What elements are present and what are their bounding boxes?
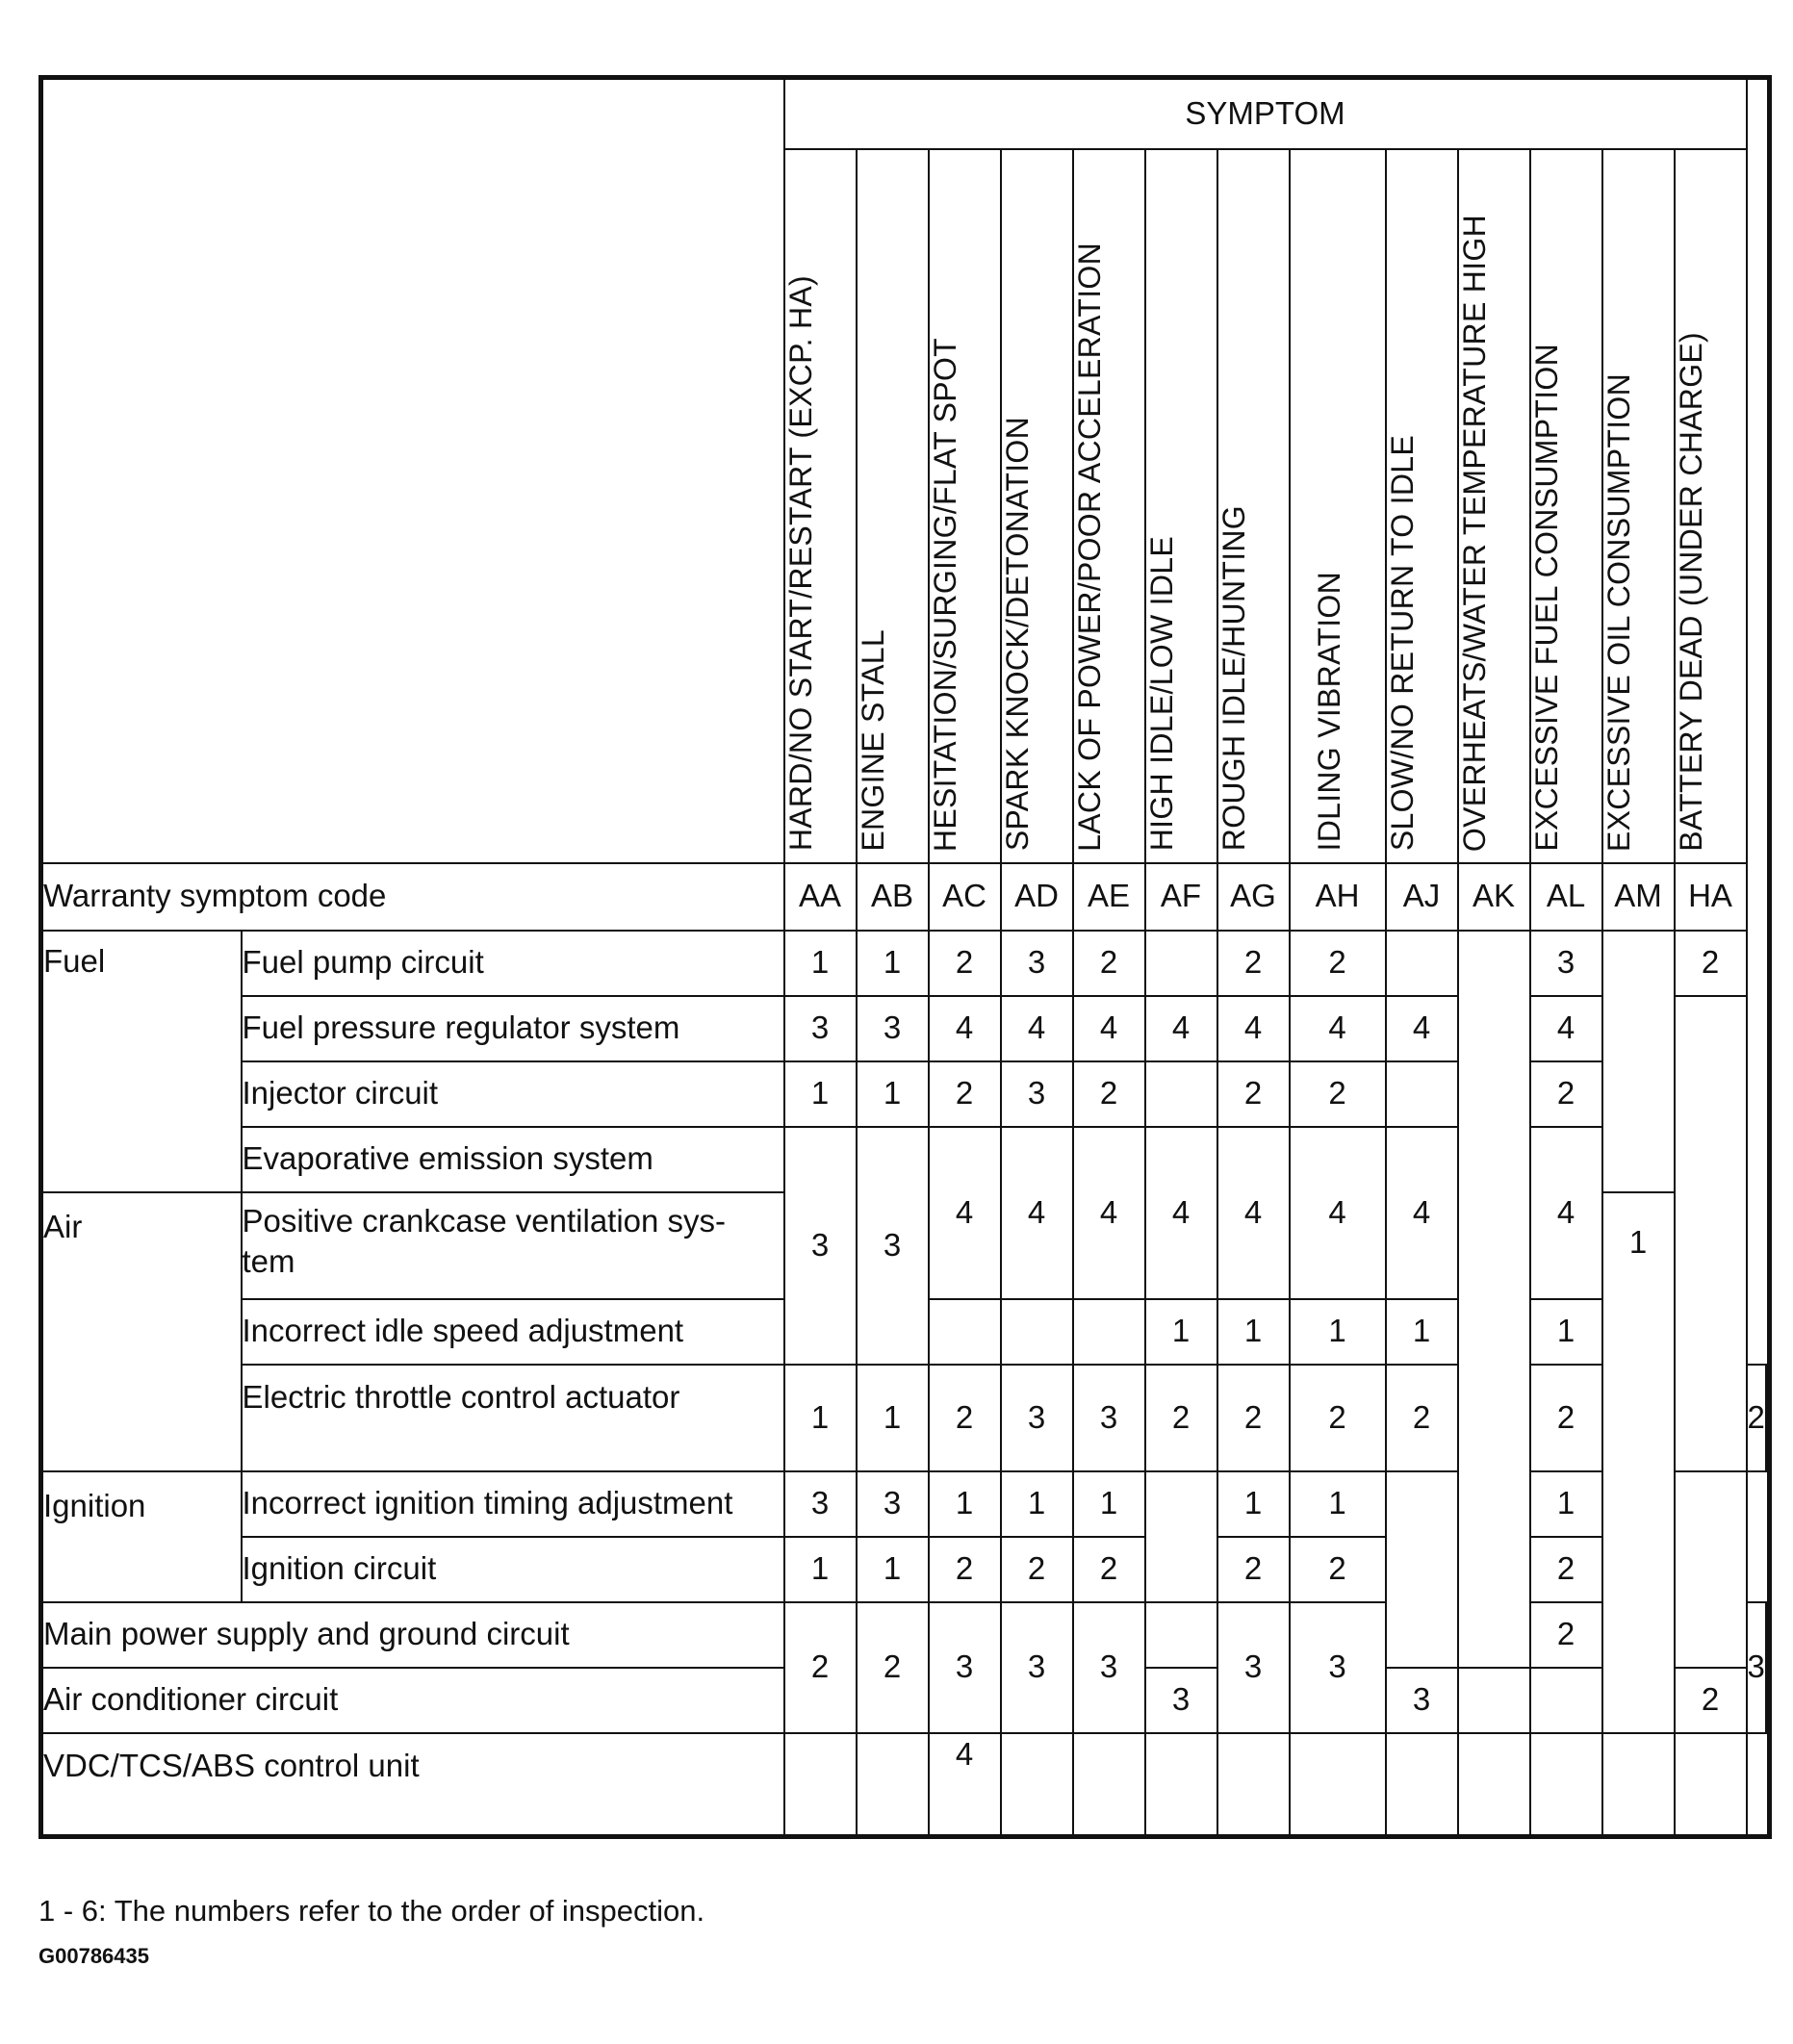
cell-value: 1 — [784, 931, 857, 996]
symptom-code: AK — [1458, 863, 1530, 931]
cell-value: 3 — [784, 996, 857, 1061]
cell-value: 4 — [1145, 996, 1217, 1061]
cell-value: 3 — [1530, 931, 1602, 996]
item-label: Evaporative emission system — [242, 1127, 784, 1192]
cell-value: 3 — [857, 1127, 929, 1365]
cell-value — [1602, 931, 1675, 1192]
cell-value — [1386, 1733, 1458, 1837]
symptom-label: HARD/NO START/RESTART (EXCP. HA) — [782, 275, 818, 852]
item-label: Fuel pressure regulator system — [242, 996, 784, 1061]
group-label-fuel: Fuel — [41, 931, 242, 1192]
symptom-header — [784, 149, 857, 863]
cell-value: 1 — [784, 1365, 857, 1471]
cell-value: 4 — [1217, 1127, 1290, 1299]
cell-value: 3 — [1386, 1668, 1458, 1733]
cell-value — [1290, 1733, 1386, 1837]
symptom-header — [1530, 149, 1602, 863]
cell-value: 3 — [1217, 1602, 1290, 1733]
cell-value: 2 — [1290, 1365, 1386, 1471]
cell-value: 1 — [1530, 1471, 1602, 1537]
cell-value: 2 — [1290, 1061, 1386, 1127]
cell-value: 4 — [1217, 996, 1290, 1061]
cell-value: 3 — [1001, 1365, 1073, 1471]
symptom-label: IDLING VIBRATION — [1311, 572, 1346, 852]
symptom-label: HESITATION/SURGING/FLAT SPOT — [927, 337, 962, 852]
cell-value — [1530, 1733, 1602, 1837]
item-label: Electric throttle control actuator — [242, 1365, 784, 1471]
cell-value: 1 — [1217, 1299, 1290, 1365]
symptom-label: EXCESSIVE FUEL CONSUMPTION — [1528, 344, 1564, 852]
cell-value — [1675, 996, 1747, 1471]
cell-value — [1602, 1733, 1675, 1837]
cell-value: 2 — [1747, 1365, 1766, 1471]
table-row — [41, 931, 1770, 996]
cell-value: 2 — [1217, 931, 1290, 996]
cell-value — [1145, 1061, 1217, 1127]
symptom-header — [1602, 149, 1675, 863]
cell-value: 1 — [1386, 1299, 1458, 1365]
item-label: Incorrect idle speed adjustment — [242, 1299, 784, 1365]
cell-value: 1 — [1290, 1471, 1386, 1537]
cell-value: 2 — [929, 931, 1001, 996]
symptom-label: LACK OF POWER/POOR ACCELERATION — [1071, 242, 1107, 852]
cell-value: 2 — [929, 1537, 1001, 1602]
symptom-label: SPARK KNOCK/DETONATION — [999, 417, 1035, 852]
cell-value: 4 — [1290, 1127, 1386, 1299]
cell-value — [1386, 1471, 1458, 1668]
cell-value: 1 — [1602, 1192, 1675, 1733]
item-label-line: Positive crankcase ventilation sys- — [242, 1202, 727, 1239]
cell-value: 3 — [1001, 931, 1073, 996]
symptom-header — [1458, 149, 1530, 863]
cell-value — [784, 1733, 857, 1837]
cell-value: 1 — [1145, 1299, 1217, 1365]
cell-value: 2 — [1386, 1365, 1458, 1471]
symptom-label: SLOW/NO RETURN TO IDLE — [1384, 435, 1420, 852]
cell-value — [1073, 1299, 1145, 1365]
cell-value: 1 — [784, 1537, 857, 1602]
symptom-code: AJ — [1386, 863, 1458, 931]
symptom-code: AA — [784, 863, 857, 931]
cell-value: 4 — [929, 1733, 1001, 1837]
symptom-code: AM — [1602, 863, 1675, 931]
cell-value: 1 — [1217, 1471, 1290, 1537]
cell-value: 1 — [857, 1061, 929, 1127]
symptom-label: HIGH IDLE/LOW IDLE — [1143, 536, 1179, 852]
cell-value: 3 — [784, 1471, 857, 1537]
cell-value: 2 — [1217, 1537, 1290, 1602]
cell-value — [1145, 1602, 1217, 1668]
cell-value: 4 — [1145, 1127, 1217, 1299]
footnote: 1 - 6: The numbers refer to the order of inspection. — [38, 1894, 705, 1928]
item-label: Air conditioner circuit — [41, 1668, 784, 1733]
cell-value — [1386, 1061, 1458, 1127]
cell-value: 2 — [1530, 1061, 1602, 1127]
cell-value: 4 — [929, 1127, 1001, 1299]
cell-value — [1458, 1733, 1530, 1837]
cell-value: 3 — [1073, 1365, 1145, 1471]
symptom-label: ENGINE STALL — [855, 628, 890, 852]
item-label: VDC/TCS/ABS control unit — [41, 1733, 784, 1837]
cell-value: 3 — [1073, 1602, 1145, 1733]
symptom-code: AH — [1290, 863, 1386, 931]
symptom-header — [1073, 149, 1145, 863]
item-label: Fuel pump circuit — [242, 931, 784, 996]
cell-value — [1458, 931, 1530, 1668]
cell-value: 2 — [1145, 1365, 1217, 1471]
symptom-code: HA — [1675, 863, 1747, 931]
cell-value: 3 — [784, 1127, 857, 1365]
table-row — [41, 1733, 1770, 1837]
item-label-line: tem — [242, 1243, 295, 1280]
figure-id: G00786435 — [38, 1944, 149, 1968]
cell-value: 3 — [1001, 1602, 1073, 1733]
cell-value: 4 — [1001, 996, 1073, 1061]
item-label: Incorrect ignition timing adjustment — [242, 1471, 784, 1537]
symptom-label: OVERHEATS/WATER TEMPERATURE HIGH — [1456, 214, 1492, 852]
cell-value: 1 — [857, 931, 929, 996]
cell-value: 2 — [1530, 1365, 1602, 1471]
cell-value: 3 — [857, 996, 929, 1061]
cell-value: 3 — [1145, 1668, 1217, 1733]
cell-value: 3 — [929, 1602, 1001, 1733]
symptom-code: AD — [1001, 863, 1073, 931]
cell-value: 4 — [1386, 996, 1458, 1061]
symptom-code: AG — [1217, 863, 1290, 931]
item-label: Injector circuit — [242, 1061, 784, 1127]
cell-value — [1145, 931, 1217, 996]
item-label — [242, 1192, 784, 1299]
code-row — [41, 863, 1770, 931]
symptom-label: BATTERY DEAD (UNDER CHARGE) — [1673, 331, 1708, 852]
symptom-header — [1001, 149, 1073, 863]
cell-value — [929, 1299, 1001, 1365]
cell-value: 2 — [929, 1061, 1001, 1127]
cell-value: 2 — [1073, 931, 1145, 996]
cell-value: 3 — [857, 1471, 929, 1537]
symptom-chart — [38, 75, 1772, 1839]
cell-value: 2 — [784, 1602, 857, 1733]
group-label-air: Air — [41, 1192, 242, 1471]
cell-value — [1073, 1733, 1145, 1837]
symptom-header — [1145, 149, 1217, 863]
cell-value: 3 — [1290, 1602, 1386, 1733]
symptom-code: AL — [1530, 863, 1602, 931]
cell-value: 2 — [1675, 931, 1747, 996]
code-row-label: Warranty symptom code — [41, 863, 784, 931]
symptom-label: ROUGH IDLE/HUNTING — [1216, 505, 1251, 852]
symptom-header — [1675, 149, 1747, 863]
cell-value: 1 — [1001, 1471, 1073, 1537]
cell-value: 1 — [857, 1537, 929, 1602]
symptom-label: EXCESSIVE OIL CONSUMPTION — [1601, 372, 1636, 852]
symptom-code: AC — [929, 863, 1001, 931]
cell-value: 4 — [1530, 996, 1602, 1061]
cell-value — [1217, 1733, 1290, 1837]
symptom-code: AB — [857, 863, 929, 931]
cell-value: 1 — [1073, 1471, 1145, 1537]
cell-value: 4 — [1001, 1127, 1073, 1299]
cell-value: 2 — [1675, 1668, 1747, 1733]
symptom-header — [929, 149, 1001, 863]
cell-value: 2 — [1530, 1537, 1602, 1602]
cell-value: 4 — [1530, 1127, 1602, 1299]
cell-value: 4 — [929, 996, 1001, 1061]
cell-value — [1675, 1733, 1747, 1837]
cell-value — [1386, 931, 1458, 996]
cell-value: 4 — [1073, 996, 1145, 1061]
cell-value: 2 — [1290, 1537, 1386, 1602]
cell-value — [1766, 1602, 1770, 1668]
symptom-title: SYMPTOM — [784, 78, 1747, 149]
cell-value: 1 — [1290, 1299, 1386, 1365]
cell-value: 4 — [1290, 996, 1386, 1061]
symptom-header — [1290, 149, 1386, 863]
cell-value: 3 — [1001, 1061, 1073, 1127]
cell-value: 1 — [1530, 1299, 1602, 1365]
item-label: Ignition circuit — [242, 1537, 784, 1602]
cell-value: 2 — [1073, 1061, 1145, 1127]
cell-value: 2 — [1217, 1061, 1290, 1127]
cell-value: 2 — [1530, 1602, 1602, 1668]
cell-value: 3 — [1747, 1602, 1766, 1733]
cell-value: 2 — [1290, 931, 1386, 996]
cell-value: 2 — [929, 1365, 1001, 1471]
cell-value — [1001, 1733, 1073, 1837]
cell-value: 2 — [1001, 1537, 1073, 1602]
cell-value: 2 — [1073, 1537, 1145, 1602]
cell-value — [857, 1733, 929, 1837]
symptom-header — [1217, 149, 1290, 863]
cell-value: 4 — [1073, 1127, 1145, 1299]
cell-value: 2 — [1217, 1365, 1290, 1471]
cell-value — [1145, 1733, 1217, 1837]
symptom-header — [1386, 149, 1458, 863]
symptom-code: AE — [1073, 863, 1145, 931]
cell-value: 2 — [857, 1602, 929, 1733]
cell-value — [1458, 1668, 1530, 1733]
cell-value: 1 — [784, 1061, 857, 1127]
cell-value — [1675, 1471, 1747, 1668]
symptom-code: AF — [1145, 863, 1217, 931]
group-label-ignition: Ignition — [41, 1471, 242, 1602]
cell-value — [1145, 1471, 1217, 1602]
item-label: Main power supply and ground circuit — [41, 1602, 784, 1668]
cell-value — [1001, 1299, 1073, 1365]
corner-cell — [41, 78, 784, 863]
cell-value: 1 — [929, 1471, 1001, 1537]
cell-value: 4 — [1386, 1127, 1458, 1299]
symptom-header — [857, 149, 929, 863]
cell-value: 1 — [857, 1365, 929, 1471]
cell-value — [1530, 1668, 1602, 1733]
